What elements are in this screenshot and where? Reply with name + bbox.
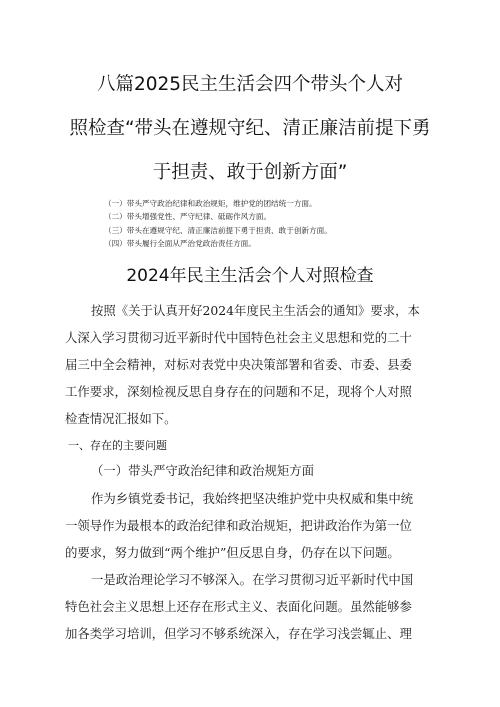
- toc-list: [104, 197, 434, 250]
- report-subtitle: 2024年民主生活会个人对照检查: [126, 266, 374, 286]
- intro-line-4: 工作要求，深刻检视反思自身存在的问题和不足，现将个人对照: [65, 384, 412, 399]
- toc-item-3: （三）带头在遵规守纪、清正廉洁前提下勇于担责、敢于创新方面。: [104, 225, 332, 235]
- document-title-line-2: 照检查“带头在遵规守纪、清正廉洁前提下勇: [69, 118, 431, 139]
- toc-item-2: （二）带头增强党性、严守纪律、砥砺作风方面。: [104, 212, 272, 222]
- toc-item-4: （四）带头履行全面从严治党政治责任方面。: [104, 238, 256, 248]
- document-title-line-3: 于担责、敢于创新方面”: [152, 162, 348, 183]
- para2-line-3: 的要求，努力做到“两个维护”但反思自身，仍存在以下问题。: [65, 545, 400, 560]
- para3-line-1: 一是政治理论学习不够深入。在学习贯彻习近平新时代中国: [91, 572, 414, 587]
- para3-line-3: 加各类学习培训，但学习不够系统深入，存在学习浅尝辄止、理: [65, 626, 412, 641]
- intro-line-5: 检查情况汇报如下。: [65, 411, 177, 426]
- para2-line-2: 一领导作为最根本的政治纪律和政治规矩，把讲政治作为第一位: [65, 518, 412, 533]
- toc-item-1: （一）带头严守政治纪律和政治规矩，维护党的团结统一方面。: [104, 199, 317, 208]
- intro-line-1: 按照《关于认真开好2024年度民主生活会的通知》要求，本: [91, 303, 420, 318]
- para3-line-2: 特色社会主义思想上还存在形式主义、表面化问题。虽然能够参: [65, 599, 412, 614]
- document-title-line-1: 八篇2025民主生活会四个带头个人对: [96, 74, 404, 95]
- para2-line-1: 作为乡镇党委书记，我始终把坚决维护党中央权威和集中统: [91, 491, 414, 506]
- intro-line-3: 届三中全会精神，对标对表党中央决策部署和省委、市委、县委: [65, 357, 412, 372]
- subsection-heading: （一）带头严守政治纪律和政治规矩方面: [91, 463, 315, 478]
- section-heading: 一、存在的主要问题: [68, 439, 167, 452]
- intro-line-2: 人深入学习贯彻习近平新时代中国特色社会主义思想和党的二十: [65, 330, 412, 345]
